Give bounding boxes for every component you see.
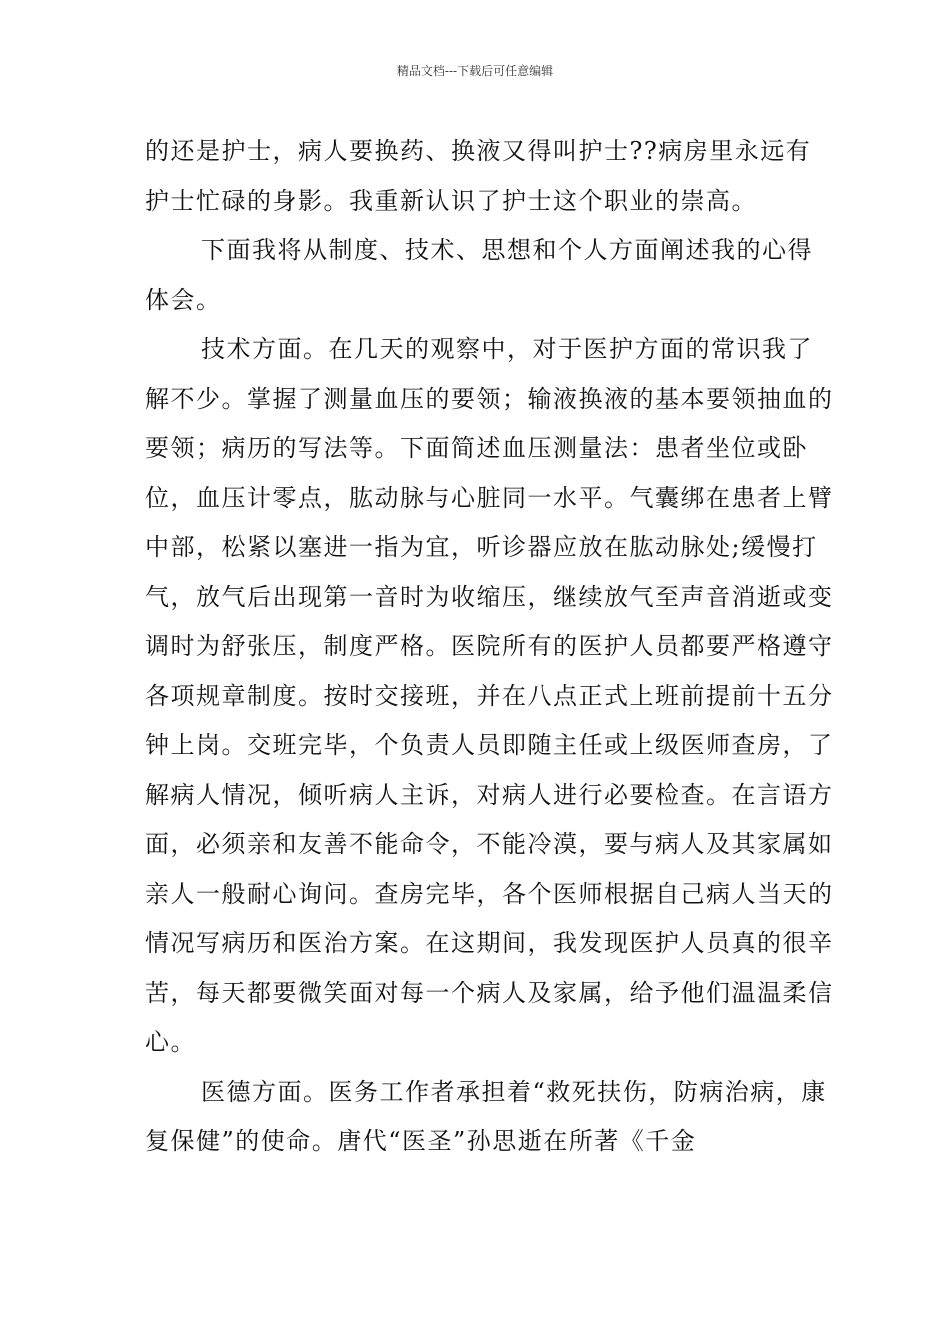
body-text — [145, 127, 835, 1167]
paragraph-technique: 技术方面。在几天的观察中，对于医护方面的常识我了解不少。掌握了测量血压的要领；输液换液的基本要领抽血的要领；病历的写法等。下面简述血压测量法：患者坐位或卧位，血压计零点，肱动脉与心脏同一水平。气囊绑在患者上臂中部，松紧以塞进一指为宜，听诊器应放在肱动脉处;缓慢打气，放气后出现第一音时为收缩压，继续放气至声音消逝或变调时为舒张压，制度严格。医院所有的医护人员都要严格遵守各项规章制度。按时交接班，并在八点正式上班前提前十五分钟上岗。交班完毕，个负责人员即随主任或上级医师查房，了解病人情况，倾听病人主诉，对病人进行必要检查。在言语方面，必须亲和友善不能命令，不能冷漠，要与病人及其家属如亲人一般耐心询问。查房完毕，各个医师根据自己病人当天的情况写病历和医治方案。在这期间，我发现医护人员真的很辛苦，每天都要微笑面对每一个病人及家属，给予他们温温柔信心。 — [145, 335, 834, 1056]
paragraph-continuation: 的还是护士，病人要换药、换液又得叫护士??病房里永远有护士忙碌的身影。我重新认识了护士这个职业的崇高。 — [145, 137, 812, 215]
paragraph-intro: 下面我将从制度、技术、思想和个人方面阐述我的心得体会。 — [145, 236, 813, 314]
page-header: 精品文档---下载后可任意编辑 — [396, 64, 554, 78]
paragraph-ethics: 医德方面。医务工作者承担着“救死扶伤，防病治病，康复保健”的使命。唐代“医圣”孙思逝在所著《千金 — [145, 1077, 827, 1155]
